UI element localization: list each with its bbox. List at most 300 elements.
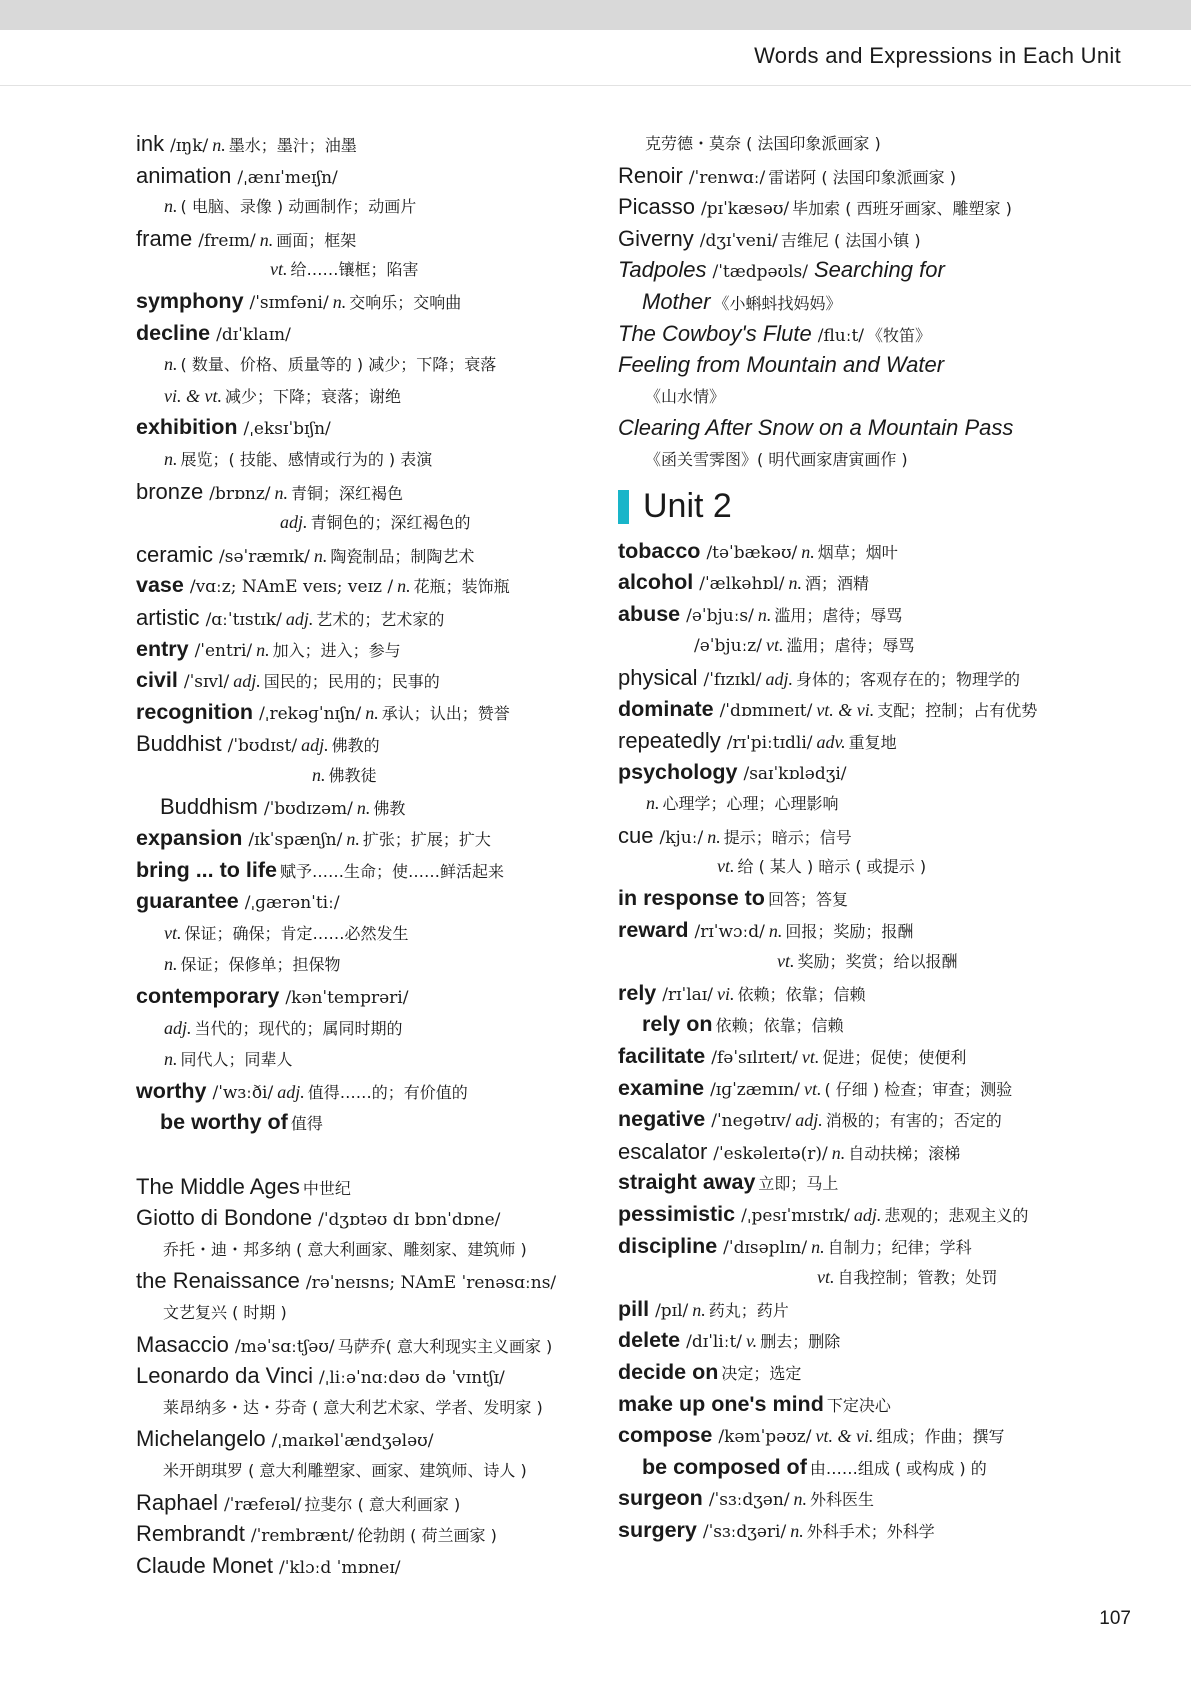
entry-part-of-speech: adv.: [816, 732, 846, 753]
unit1-continued: [618, 128, 1098, 476]
entry-line: [618, 1167, 1098, 1199]
entry-word: compose: [618, 1423, 713, 1448]
entry-line: [136, 1360, 606, 1392]
entry-part-of-speech: n.: [801, 541, 815, 562]
entry-part-of-speech: vt.: [777, 951, 795, 972]
entry-definition: 赋予……生命；使……鲜活起来: [279, 861, 504, 881]
entry-phonetic: /ˈsɜːdʒəri/: [702, 1521, 787, 1542]
entry-definition: 佛教徒: [328, 765, 377, 785]
entry-definition: 回答；答复: [767, 890, 848, 910]
entry-definition: 雷诺阿 ( 法国印象派画家 ): [768, 167, 956, 187]
entry-line: [618, 1073, 1098, 1105]
entry-word: the Renaissance: [136, 1268, 300, 1294]
entry-phonetic: /ˈrenwɑː/: [688, 167, 766, 188]
header-divider: [0, 85, 1191, 86]
entry-line: [136, 254, 606, 286]
entry-definition: 青铜色的；深红褐色的: [310, 513, 471, 533]
page-number: 107: [1099, 1608, 1131, 1629]
entry-part-of-speech: adj.: [795, 1110, 823, 1131]
entry-phonetic: /əˈbjuːz/: [694, 636, 762, 657]
entry-word: straight away: [618, 1170, 756, 1195]
entry-line: [618, 1483, 1098, 1515]
entry-definition: 《牧笛》: [867, 325, 932, 345]
entry-phonetic: /dʒɪˈveni/: [699, 230, 778, 251]
entry-line: [136, 728, 606, 760]
entry-part-of-speech: n.: [313, 545, 328, 566]
entry-phonetic: /ˈbʊdɪzəm/: [263, 799, 353, 820]
entry-phonetic: /brɒnz/: [209, 483, 271, 504]
entry-definition: 《函关雪霁图》( 明代画家唐寅画作 ): [645, 449, 908, 469]
entry-part-of-speech: n.: [256, 639, 270, 660]
entry-phonetic: /ˌænɪˈmeɪʃn/: [237, 167, 338, 188]
entry-definition: 依赖；依靠；信赖: [715, 1016, 844, 1036]
entry-line: [136, 476, 606, 508]
entry-phonetic: /ɪɡˈzæmɪn/: [710, 1079, 800, 1100]
entry-definition: 立即；马上: [758, 1174, 839, 1194]
entry-part-of-speech: adj.: [280, 512, 308, 533]
entry-line: [136, 1297, 606, 1329]
entry-phonetic: /əˈbjuːs/: [686, 605, 754, 626]
entry-word: tobacco: [618, 538, 701, 563]
entry-word: decline: [136, 320, 211, 345]
entry-line: [136, 318, 606, 350]
entry-line: [618, 694, 1098, 726]
entry-word-tail: Searching for: [813, 257, 945, 283]
entry-definition: 佛教: [373, 799, 406, 819]
entry-definition: 依赖；依靠；信赖: [737, 984, 866, 1004]
entry-line: [136, 1139, 606, 1171]
entry-line: [136, 412, 606, 444]
entry-part-of-speech: n.: [332, 291, 347, 312]
entry-line: [136, 381, 606, 413]
entry-phonetic: /təˈbækəʊ/: [706, 542, 798, 563]
entry-phonetic: /ɪkˈspænʃn/: [248, 830, 343, 851]
running-header: Words and Expressions in Each Unit: [754, 43, 1121, 68]
entry-word: The Middle Ages: [136, 1173, 300, 1199]
left-column: [136, 128, 606, 1581]
entry-part-of-speech: vt.: [803, 1078, 822, 1099]
entry-line: [618, 536, 1098, 568]
entry-phonetic: /ˌeksɪˈbɪʃn/: [243, 419, 331, 440]
entry-part-of-speech: n.: [692, 1299, 706, 1320]
entry-word: negative: [618, 1107, 706, 1132]
entry-word: repeatedly: [618, 728, 721, 754]
entry-line: [136, 1107, 606, 1139]
entry-definition: 拉斐尔 ( 意大利画家 ): [304, 1494, 461, 1514]
entry-part-of-speech: n.: [164, 1049, 178, 1070]
entry-phonetic: /kəmˈpəʊz/: [718, 1427, 812, 1448]
entry-part-of-speech: n.: [212, 135, 226, 155]
entry-line: [136, 665, 606, 697]
entry-part-of-speech: n.: [259, 229, 274, 250]
entry-line: [618, 788, 1098, 820]
entry-word: rely on: [642, 1012, 713, 1037]
entry-definition: 交响乐；交响曲: [349, 292, 462, 312]
entry-definition: 莱昂纳多・达・芬奇 ( 意大利艺术家、学者、发明家 ): [163, 1397, 543, 1417]
entry-definition: 保证；确保；肯定……必然发生: [184, 923, 409, 943]
entry-phonetic: /dɪˈklaɪn/: [216, 324, 291, 345]
entry-word: guarantee: [136, 889, 239, 914]
entry-part-of-speech: n.: [397, 576, 411, 597]
entry-phonetic: /dɪˈliːt/: [686, 1332, 743, 1353]
entry-definition: 花瓶；装饰瓶: [413, 577, 510, 597]
entry-word: Michelangelo: [136, 1426, 266, 1452]
entry-phonetic: /ˈrembrænt/: [250, 1526, 355, 1547]
entry-phonetic: /ˌpesɪˈmɪstɪk/: [741, 1206, 850, 1226]
entry-line: [618, 254, 1098, 286]
entry-part-of-speech: adj.: [233, 671, 261, 692]
entry-phonetic: /ɑːˈtɪstɪk/: [205, 609, 282, 630]
entry-part-of-speech: n.: [790, 1520, 804, 1541]
entry-part-of-speech: n.: [164, 448, 178, 469]
entry-definition: 国民的；民用的；民事的: [263, 672, 440, 692]
entry-line: [136, 1455, 606, 1487]
entry-part-of-speech: n.: [757, 604, 772, 625]
entry-phonetic: /fəˈsɪlɪteɪt/: [711, 1048, 798, 1069]
entry-part-of-speech: vt. & vi.: [816, 699, 875, 720]
entry-line: [618, 946, 1098, 978]
entry-word: recognition: [136, 699, 254, 724]
entry-part-of-speech: n.: [707, 826, 721, 847]
entry-definition: 同代人；同辈人: [180, 1050, 293, 1070]
entry-part-of-speech: vt. & vi.: [815, 1426, 874, 1447]
entry-line: [136, 570, 606, 602]
entry-phonetic: /ɪŋk/: [170, 136, 209, 156]
entry-line: [136, 507, 606, 539]
entry-definition: 滥用；虐待；辱骂: [786, 636, 915, 656]
entry-line: [136, 1487, 606, 1519]
entry-part-of-speech: vt.: [717, 856, 735, 877]
entry-definition: 陶瓷制品；制陶艺术: [330, 546, 475, 566]
entry-line: [618, 630, 1098, 662]
entry-line: [136, 1550, 606, 1582]
entry-definition: 中世纪: [302, 1178, 351, 1198]
entry-part-of-speech: n.: [356, 798, 371, 819]
entry-word: Buddhist: [136, 731, 222, 757]
entry-part-of-speech: vi. & vt.: [164, 385, 222, 406]
entry-definition: 当代的；现代的；属同时期的: [194, 1018, 403, 1038]
entry-definition: 米开朗琪罗 ( 意大利雕塑家、画家、建筑师、诗人 ): [163, 1460, 527, 1480]
entry-word: frame: [136, 225, 193, 251]
entry-line: [136, 349, 606, 381]
entry-definition: 马萨乔( 意大利现实主义画家 ): [337, 1336, 553, 1356]
entry-definition: 毕加索 ( 西班牙画家、雕塑家 ): [792, 199, 1012, 219]
entry-word: bronze: [136, 478, 204, 504]
entry-word: Giotto di Bondone: [136, 1205, 313, 1231]
entry-definition: 克劳德・莫奈 ( 法国印象派画家 ): [645, 134, 881, 153]
entry-definition: 心理学；心理；心理影响: [662, 794, 839, 814]
entry-definition: 扩张；扩展；扩大: [362, 830, 491, 850]
entry-line: [618, 1136, 1098, 1168]
entry-phonetic: /ˈentri/: [194, 640, 253, 661]
entry-line: [618, 160, 1098, 192]
entry-definition: 组成；作曲；撰写: [876, 1427, 1005, 1447]
entry-word: in response to: [618, 886, 765, 911]
entry-definition: 给……镶框；陷害: [290, 260, 419, 280]
entry-line: [618, 1262, 1098, 1294]
entry-definition: 自动扶梯；滚梯: [848, 1143, 961, 1163]
entry-word: civil: [136, 668, 178, 693]
entry-phonetic: /ˈsɜːdʒən/: [708, 1490, 790, 1511]
entry-definition: 吉维尼 ( 法国小镇 ): [780, 230, 921, 250]
entry-phonetic: /ˈwɜːði/: [212, 1082, 274, 1103]
entry-word: escalator: [618, 1138, 708, 1164]
entry-definition: 奖励；奖赏；给以报酬: [797, 952, 958, 972]
entry-definition: ( 数量、价格、质量等的 ) 减少；下降；衰落: [180, 355, 497, 375]
entry-line: [136, 697, 606, 729]
entry-definition: 滥用；虐待；辱骂: [774, 605, 903, 625]
entry-definition: 值得……的；有价值的: [307, 1082, 468, 1102]
entry-part-of-speech: n.: [365, 702, 379, 723]
entry-line: [618, 286, 1098, 318]
entry-line: [618, 820, 1098, 852]
entry-part-of-speech: n.: [164, 354, 178, 375]
entry-phonetic: /ˌmaɪkəlˈændʒələʊ/: [271, 1431, 434, 1452]
entry-line: [136, 1392, 606, 1424]
entry-word: contemporary: [136, 984, 280, 1009]
entry-phonetic: /ˈdɪsəplɪn/: [723, 1237, 808, 1258]
entry-definition: 重复地: [848, 733, 897, 753]
entry-line: [136, 823, 606, 855]
entry-line: [618, 1041, 1098, 1073]
entry-line: [618, 349, 1098, 381]
entry-word: Mother: [642, 288, 711, 314]
entry-definition: 保证；保修单；担保物: [180, 955, 341, 975]
entry-phonetic: /ˈneɡətɪv/: [711, 1111, 792, 1132]
entry-definition: 墨水；墨汁；油墨: [228, 136, 357, 155]
entry-definition: 消极的；有害的；否定的: [825, 1111, 1002, 1131]
entry-definition: 艺术的；艺术家的: [316, 609, 445, 629]
entry-phonetic: /rɪˈwɔːd/: [694, 921, 765, 942]
entry-line: [618, 915, 1098, 947]
entry-part-of-speech: adj.: [301, 735, 329, 756]
entry-word: facilitate: [618, 1044, 706, 1069]
entry-line: [618, 1104, 1098, 1136]
entry-line: [618, 444, 1098, 476]
entry-line: [618, 757, 1098, 789]
entry-definition: 外科医生: [810, 1490, 875, 1510]
entry-definition: 乔托・迪・邦多纳 ( 意大利画家、雕刻家、建筑师 ): [163, 1239, 527, 1259]
entry-phonetic: /ˈsɪmfəni/: [249, 292, 329, 313]
entry-definition: 自我控制；管教；处罚: [837, 1268, 998, 1288]
entry-definition: 自制力；纪律；学科: [827, 1237, 972, 1257]
entry-line: [136, 128, 606, 160]
entry-word: Leonardo da Vinci: [136, 1363, 313, 1389]
entry-part-of-speech: adj.: [285, 608, 314, 629]
entry-line: [136, 1202, 606, 1234]
entry-word: entry: [136, 636, 189, 661]
entry-line: [618, 1389, 1098, 1421]
entry-word: reward: [618, 917, 689, 942]
entry-word: worthy: [136, 1078, 207, 1103]
entry-definition: 文艺复兴 ( 时期 ): [163, 1302, 287, 1322]
entry-definition: 由……组成 ( 或构成 ) 的: [809, 1458, 987, 1478]
entry-phonetic: /ˈeskəleɪtə(r)/: [713, 1143, 828, 1164]
entry-phonetic: /məˈsɑːtʃəʊ/: [234, 1336, 335, 1357]
entry-word: Rembrandt: [136, 1521, 245, 1547]
entry-phonetic: /ˈdɒmɪneɪt/: [719, 700, 813, 721]
entry-definition: 减少；下降；衰落；谢绝: [224, 386, 401, 406]
entry-line: [136, 886, 606, 918]
entry-definition: 提示；暗示；信号: [723, 827, 852, 847]
entry-word: Masaccio: [136, 1331, 229, 1357]
entry-word: expansion: [136, 826, 243, 851]
entry-line: [618, 191, 1098, 223]
entry-definition: 回报；奖励；报酬: [785, 921, 914, 941]
entry-phonetic: /pɪˈkæsəʊ/: [701, 199, 790, 220]
entry-line: [136, 634, 606, 666]
entry-line: [618, 1294, 1098, 1326]
entry-word: Raphael: [136, 1489, 218, 1515]
entry-word: alcohol: [618, 570, 694, 595]
entry-word: examine: [618, 1075, 705, 1100]
entry-line: [618, 1420, 1098, 1452]
entry-definition: 药丸；药片: [708, 1300, 789, 1320]
top-band: [0, 0, 1191, 30]
entry-line: [618, 883, 1098, 915]
entry-line: [618, 851, 1098, 883]
entry-word: ink: [136, 131, 165, 156]
entry-line: [618, 662, 1098, 694]
entry-word: be composed of: [642, 1454, 807, 1479]
entry-word: Feeling from Mountain and Water: [618, 352, 945, 378]
unit-heading: [618, 488, 1098, 526]
entry-word: Clearing After Snow on a Mountain Pass: [618, 415, 1014, 441]
entry-line: [136, 1013, 606, 1045]
entry-part-of-speech: n.: [788, 573, 802, 594]
entry-part-of-speech: n.: [164, 196, 178, 217]
entry-phonetic: /vɑːz; NAmE veɪs; veɪz /: [189, 577, 394, 598]
entry-line: [618, 1452, 1098, 1484]
entry-phonetic: /ˌɡærənˈtiː/: [244, 893, 340, 914]
entry-word: vase: [136, 573, 184, 598]
entry-word: cue: [618, 822, 654, 848]
entry-definition: 展览；( 技能、感情或行为的 ) 表演: [180, 449, 433, 469]
entry-phonetic: /pɪl/: [655, 1300, 689, 1321]
entry-line: [136, 760, 606, 792]
entry-phonetic: /ˈdʒɒtəʊ dɪ bɒnˈdɒne/: [318, 1210, 501, 1231]
entry-part-of-speech: n.: [831, 1142, 846, 1163]
entry-definition: 支配；控制；占有优势: [877, 700, 1038, 720]
entry-definition: 《小蝌蚪找妈妈》: [713, 293, 842, 313]
entry-definition: 值得: [290, 1114, 323, 1134]
entry-definition: ( 电脑、录像 ) 动画制作；动画片: [180, 197, 417, 217]
entry-word: abuse: [618, 601, 681, 626]
entry-word: artistic: [136, 604, 200, 630]
entry-word: psychology: [618, 759, 738, 784]
entry-line: [136, 160, 606, 192]
entry-part-of-speech: adj.: [164, 1017, 192, 1038]
entry-line: [618, 1231, 1098, 1263]
entry-definition: 烟草；烟叶: [817, 542, 898, 562]
entry-phonetic: /kjuː/: [659, 827, 704, 848]
entry-word: Claude Monet: [136, 1552, 273, 1578]
entry-word: ceramic: [136, 541, 214, 567]
entry-word: delete: [618, 1328, 681, 1353]
entry-part-of-speech: vt.: [270, 259, 288, 280]
entry-word: be worthy of: [160, 1110, 288, 1135]
entry-line: [136, 286, 606, 318]
entry-word: bring ... to life: [136, 857, 277, 882]
entry-phonetic: /ˈklɔːd ˈmɒneɪ/: [278, 1557, 401, 1578]
entry-definition: ( 仔细 ) 检查；审查；测验: [824, 1079, 1013, 1099]
entry-line: [136, 1171, 606, 1203]
entry-part-of-speech: vt.: [817, 1267, 835, 1288]
entry-word: pill: [618, 1296, 650, 1321]
entry-line: [618, 599, 1098, 631]
entry-word: surgeon: [618, 1486, 703, 1511]
entry-part-of-speech: vt.: [164, 922, 182, 943]
entry-definition: 下定决心: [826, 1395, 891, 1415]
entry-definition: 青铜；深红褐色: [291, 483, 404, 503]
entry-word: pessimistic: [618, 1202, 736, 1226]
entry-phonetic: /ˈtædpəʊls/: [712, 262, 808, 283]
entry-definition: 给 ( 某人 ) 暗示 ( 或提示 ): [737, 857, 927, 877]
entry-line: [136, 1265, 606, 1297]
entry-phonetic: /ˈfɪzɪkl/: [703, 669, 762, 690]
entry-part-of-speech: n.: [164, 954, 178, 975]
entry-word: exhibition: [136, 415, 238, 440]
entry-part-of-speech: n.: [274, 482, 289, 503]
entry-phonetic: /ˈræfeɪəl/: [223, 1494, 302, 1515]
entry-word: Giverny: [618, 225, 694, 251]
entry-line: [618, 318, 1098, 350]
entry-definition: 酒；酒精: [804, 574, 869, 594]
entry-word: The Cowboy's Flute: [618, 320, 812, 346]
entry-definition: 加入；进入；参与: [272, 640, 401, 660]
entry-part-of-speech: adj.: [277, 1081, 305, 1102]
entry-part-of-speech: n.: [793, 1489, 808, 1510]
entry-definition: 佛教的: [331, 736, 380, 756]
entry-word: animation: [136, 162, 232, 188]
entry-definition: 《山水情》: [645, 386, 726, 406]
entry-phonetic: /kənˈtemprəri/: [285, 988, 409, 1009]
entry-line: [136, 1076, 606, 1108]
entry-line: [618, 1325, 1098, 1357]
entry-line: [136, 223, 606, 255]
entry-phonetic: /ˈsɪvl/: [183, 672, 230, 693]
entry-definition: 决定；选定: [721, 1363, 802, 1383]
entry-line: [136, 791, 606, 823]
unit-heading-bar: [618, 490, 629, 524]
entry-word: rely: [618, 980, 657, 1005]
entry-phonetic: /ˌliːəˈnɑːdəʊ də ˈvɪntʃɪ/: [318, 1368, 505, 1389]
entry-line: [618, 128, 1098, 160]
entry-part-of-speech: vt.: [801, 1047, 820, 1068]
entry-line: [136, 918, 606, 950]
entry-phonetic: /ˈbʊdɪst/: [227, 736, 298, 757]
entry-line: [618, 1357, 1098, 1389]
entry-line: [618, 223, 1098, 255]
entry-word: Renoir: [618, 162, 683, 188]
entry-definition: 伦勃朗 ( 荷兰画家 ): [357, 1526, 497, 1546]
entry-definition: 身体的；客观存在的；物理学的: [796, 669, 1021, 689]
entry-definition: 删去；删除: [760, 1332, 841, 1352]
entry-phonetic: /freɪm/: [198, 230, 256, 251]
entry-phonetic: /saɪˈkɒlədʒi/: [743, 763, 847, 784]
entry-word: symphony: [136, 288, 244, 313]
entry-part-of-speech: n.: [346, 829, 360, 850]
entry-part-of-speech: n.: [646, 793, 660, 814]
entry-definition: 画面；框架: [276, 230, 357, 250]
entry-phonetic: /ˌrekəɡˈnɪʃn/: [259, 703, 362, 724]
entry-line: [618, 567, 1098, 599]
entry-part-of-speech: adj.: [853, 1205, 882, 1225]
entry-word: Picasso: [618, 194, 696, 220]
entry-phonetic: /fluːt/: [817, 325, 865, 346]
entry-word: surgery: [618, 1517, 697, 1542]
entry-line: [618, 1199, 1098, 1231]
